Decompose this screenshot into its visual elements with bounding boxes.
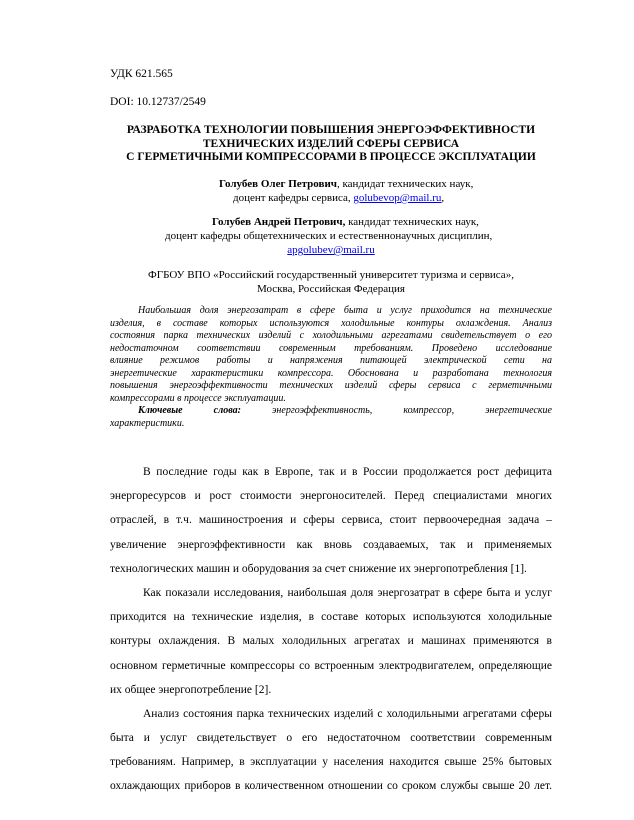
abstract-line: Наибольшая доля энергозатрат в сфере быта и услуг приходится на технические: [138, 305, 552, 316]
author-1-degree: , кандидат технических наук,: [337, 178, 474, 190]
abstract-line: состояния парка технических изделий с холодильными агрегатами свидетельствует о его: [110, 330, 552, 341]
body-line: их общее энергопотребление [2].: [110, 683, 272, 696]
abstract-line: влияние режимов работы и напряжения питающей электрической сети на: [110, 355, 552, 366]
body-line: приходится на технические изделия, в составе которых используются холодильные: [110, 611, 552, 624]
body-line: Как показали исследования, наибольшая доля энергозатрат в сфере быта и услуг: [143, 586, 552, 599]
keywords-continuation: характеристики.: [110, 417, 185, 429]
author-2-degree: кандидат технических наук,: [345, 216, 479, 228]
author-2-line: [212, 216, 479, 228]
body-line: контуры охлаждения. В малых холодильных агрегатах и машинах применяются в: [110, 635, 552, 648]
abstract-line: повышения энергоэффективности технических изделий сферы сервиса с герметичными: [110, 380, 552, 391]
author-1-email-link[interactable]: golubevop@mail.ru: [353, 192, 442, 204]
author-1-position: доцент кафедры сервиса,: [233, 192, 354, 204]
author-1-email-suffix: ,: [441, 192, 445, 204]
body-text: [110, 460, 552, 799]
udk-code: УДК 621.565: [110, 68, 173, 80]
abstract: [110, 305, 552, 430]
author-2-position: доцент кафедры общетехнических и естественнонаучных дисциплин,: [165, 230, 493, 242]
keywords-label: Ключевые слова:: [138, 405, 241, 416]
abstract-line: компрессорами в процессе эксплуатации.: [110, 392, 286, 404]
body-line: быта и услуг свидетельствует о его недостаточном соответствии современным: [110, 732, 552, 745]
keywords-line: [110, 405, 552, 418]
author-2-email-link[interactable]: apgolubev@mail.ru: [287, 244, 375, 256]
keyword: энергоэффективность,: [272, 405, 373, 416]
doi: DOI: 10.12737/2549: [110, 96, 206, 108]
author-1-position-line: [233, 192, 444, 204]
abstract-line: недостаточном соответствии современным требованиям. Проведено исследование: [110, 342, 552, 354]
body-line: отраслей, в т.ч. машиностроения и сферы сервиса, стоит первоочередная задача –: [110, 514, 552, 527]
body-line: охлаждающих приборов в количественном отношении со сроком службы свыше 20 лет.: [110, 780, 552, 793]
keyword: энергетические: [485, 405, 552, 416]
title-line-1: РАЗРАБОТКА ТЕХНОЛОГИИ ПОВЫШЕНИЯ ЭНЕРГОЭФФЕКТИВНОСТИ: [126, 124, 536, 136]
author-2-email-line: [110, 244, 552, 256]
body-line: увеличение энергоэффективности как вновь создаваемых, так и применяемых: [110, 538, 552, 551]
author-2-name: Голубев Андрей Петрович,: [212, 216, 346, 228]
body-line: требованиям. Например, в эксплуатации у населения находится свыше 25% бытовых: [110, 756, 552, 769]
abstract-line: энергетические характеристики компрессора. Обоснована и разработана технология: [110, 367, 552, 379]
author-1-name: Голубев Олег Петрович: [219, 178, 337, 190]
keyword: компрессор,: [403, 405, 455, 416]
affiliation-line-2: Москва, Российская Федерация: [257, 283, 405, 295]
body-line: Анализ состояния парка технических изделий с холодильными агрегатами сферы: [143, 707, 552, 720]
body-line: энергоресурсов и рост стоимости энергоносителей. Перед специалистами многих: [110, 490, 552, 503]
author-1-line: [219, 178, 473, 190]
title-line-2: ТЕХНИЧЕСКИХ ИЗДЕЛИЙ СФЕРЫ СЕРВИСА: [202, 137, 460, 150]
abstract-line: изделия, в составе которых используются холодильные контуры охлаждения. Анализ: [110, 317, 552, 329]
title-line-3: С ГЕРМЕТИЧНЫМИ КОМПРЕССОРАМИ В ПРОЦЕССЕ ЭКСПЛУАТАЦИИ: [126, 151, 536, 163]
affiliation-line-1: ФГБОУ ВПО «Российский государственный университет туризма и сервиса»,: [148, 269, 514, 281]
body-line: основном герметичные компрессоры со встроенным электродвигателем, определяющие: [110, 659, 552, 672]
body-line: технологических машин и оборудования за счет снижение их энергопотребления [1].: [110, 562, 527, 575]
body-line: В последние годы как в Европе, так и в России продолжается рост дефицита: [143, 466, 552, 478]
